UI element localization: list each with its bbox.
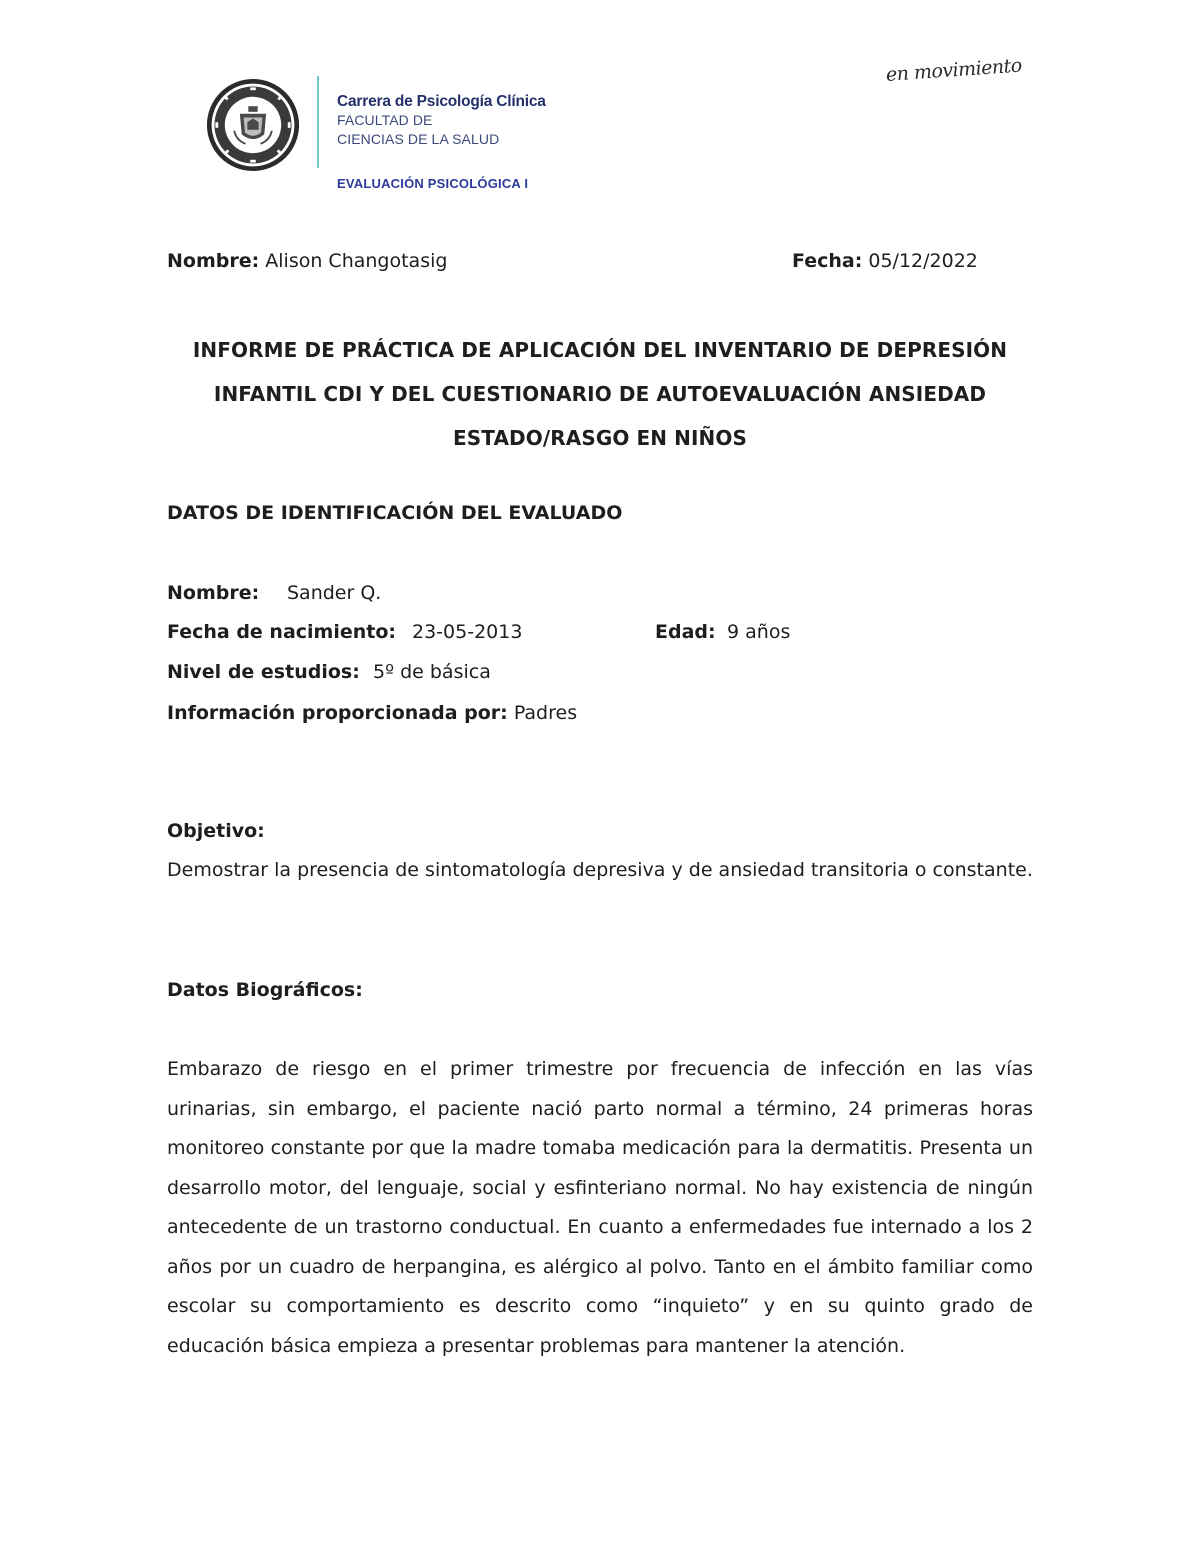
study-level-value: 5º de básica	[373, 661, 491, 683]
biography-text: Embarazo de riesgo en el primer trimestre por frecuencia de infección en las vías urinarias, sin embargo, el paciente nació parto normal a término, 24 primeras horas monitoreo constante por que la madre tomaba medicación para la dermatitis. Presenta un desarrollo motor, del lenguaje, social y esfinteriano normal. No hay existencia de ningún antecedente de un trastorno conductual. En cuanto a enfermedades fue internado a los 2 años por un cuadro de herpangina, es alérgico al polvo. Tanto en el ámbito familiar como escolar su comportamiento es descrito como “inquieto” y en su quinto grado de educación básica empieza a presentar problemas para mantener la atención.	[167, 1058, 1033, 1357]
author-value: Alison Changotasig	[265, 250, 448, 272]
date-label: Fecha:	[792, 250, 863, 272]
patient-name-label: Nombre:	[167, 582, 260, 604]
objective-heading: Objetivo:	[167, 820, 265, 842]
info-source-label: Información proporcionada por:	[167, 702, 508, 724]
report-title-line-3: ESTADO/RASGO EN NIÑOS	[453, 426, 747, 450]
org-faculty-line-2: CIENCIAS DE LA SALUD	[337, 131, 500, 147]
org-faculty-line-1: FACULTAD DE	[337, 112, 433, 128]
patient-name-value: Sander Q.	[287, 582, 382, 604]
header-divider	[317, 76, 319, 168]
university-seal-icon	[206, 78, 300, 172]
biography-heading: Datos Biográficos:	[167, 979, 363, 1001]
objective-text: Demostrar la presencia de sintomatología depresiva y de ansiedad transitoria o constante.	[167, 859, 1033, 881]
study-level-line	[167, 659, 360, 685]
report-title-line-2: INFANTIL CDI Y DEL CUESTIONARIO DE AUTOEVALUACIÓN ANSIEDAD	[213, 382, 987, 406]
age-line	[655, 619, 716, 645]
study-level-label: Nivel de estudios:	[167, 661, 360, 683]
identification-heading: DATOS DE IDENTIFICACIÓN DEL EVALUADO	[167, 502, 623, 524]
birth-date-label: Fecha de nacimiento:	[167, 621, 397, 643]
patient-name-line	[167, 580, 259, 606]
birth-date-line	[167, 619, 396, 645]
info-source-line	[167, 700, 577, 726]
age-value: 9 años	[727, 621, 791, 643]
org-title: Carrera de Psicología Clínica	[337, 93, 546, 110]
organization-block	[337, 92, 546, 149]
birth-date-value: 23-05-2013	[412, 621, 523, 643]
info-source-value: Padres	[513, 702, 578, 724]
date-line	[792, 248, 978, 274]
age-label: Edad:	[655, 621, 716, 643]
author-line	[167, 248, 447, 274]
author-label: Nombre:	[167, 250, 260, 272]
date-value: 05/12/2022	[868, 250, 978, 272]
slogan-signature: en movimiento	[885, 54, 1023, 86]
report-title-line-1: INFORME DE PRÁCTICA DE APLICACIÓN DEL INVENTARIO DE DEPRESIÓN	[192, 338, 1008, 362]
subject-label: EVALUACIÓN PSICOLÓGICA I	[337, 176, 529, 191]
report-title	[167, 328, 1033, 460]
